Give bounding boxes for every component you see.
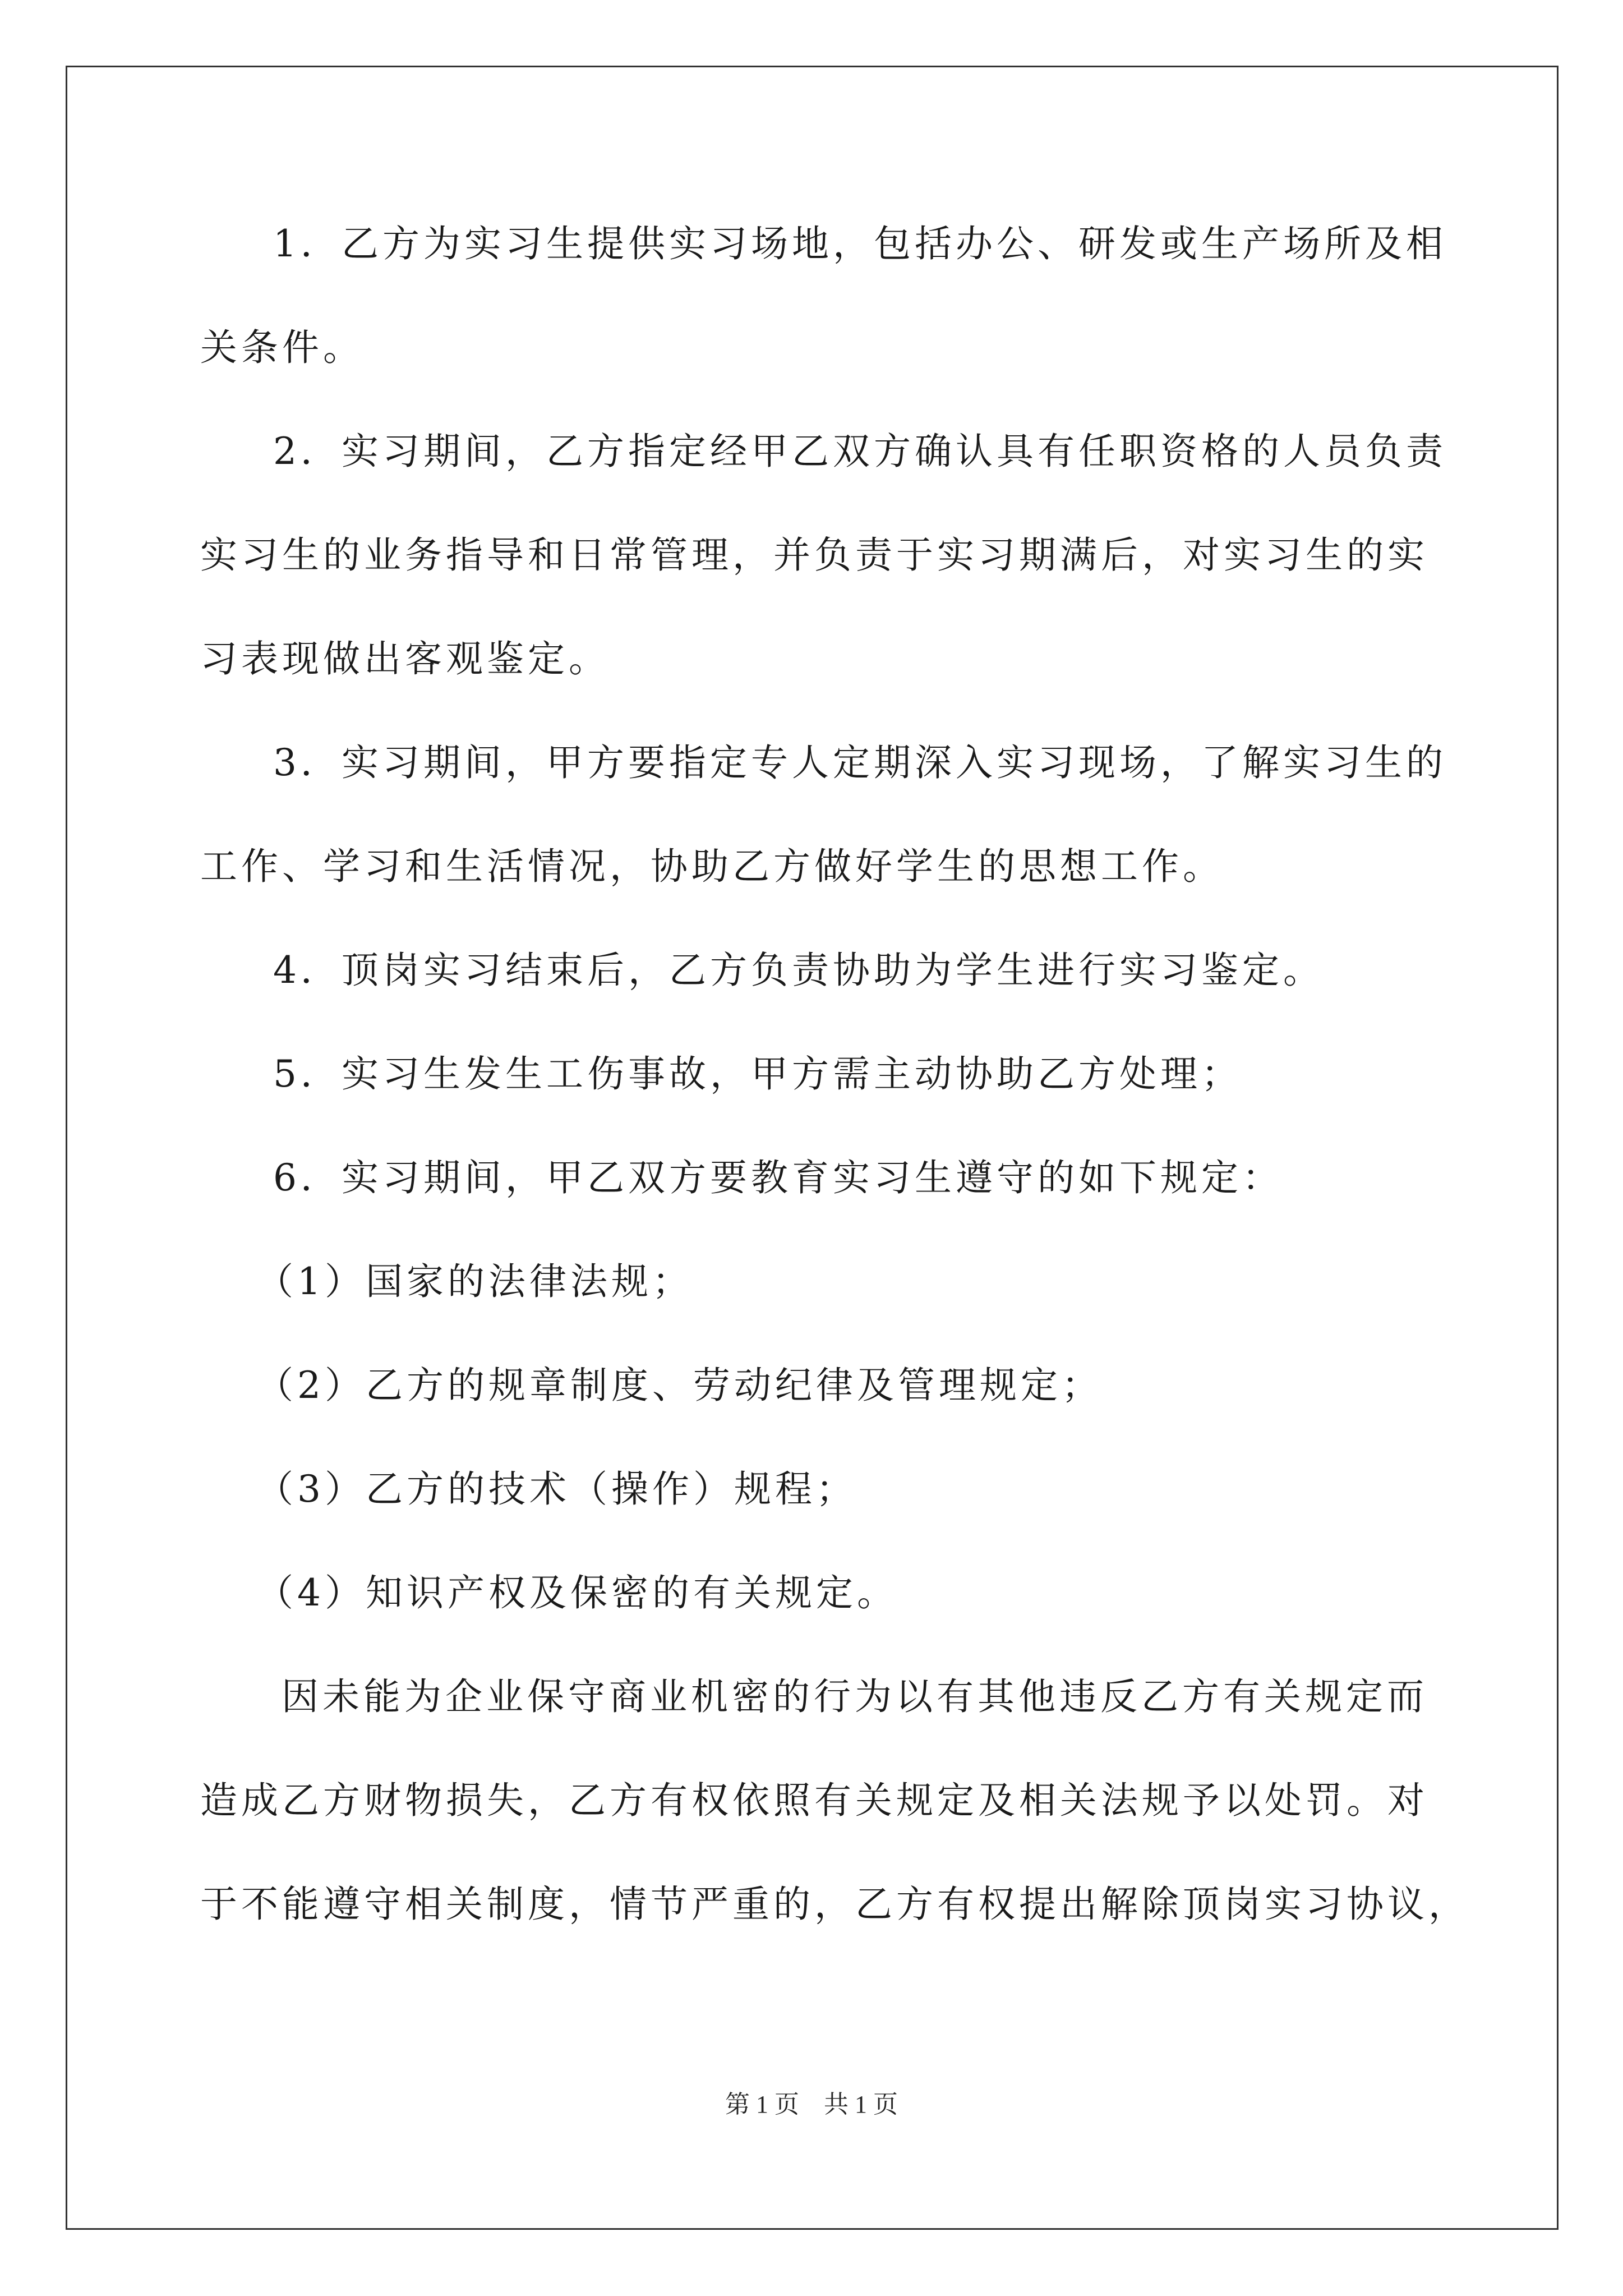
- list-item-1: （1）国家的法律法规；: [256, 1260, 693, 1303]
- paragraph-2-line-1: 2．实习期间，乙方指定经甲乙双方确认具有任职资格的人员负责: [273, 430, 1447, 473]
- list-item-4: （4）知识产权及保密的有关规定。: [256, 1571, 898, 1614]
- paragraph-7-line-3: 于不能遵守相关制度，情节严重的，乙方有权提出解除顶岗实习协议，: [200, 1883, 1469, 1926]
- paragraph-4: 4．顶岗实习结束后，乙方负责协助为学生进行实习鉴定。: [273, 949, 1324, 992]
- paragraph-1-line-1: 1．乙方为实习生提供实习场地，包括办公、研发或生产场所及相: [273, 222, 1447, 265]
- paragraph-1-line-2: 关条件。: [200, 326, 364, 369]
- paragraph-7-line-2: 造成乙方财物损失，乙方有权依照有关规定及相关法规予以处罚。对: [200, 1779, 1428, 1822]
- list-item-3: （3）乙方的技术（操作）规程；: [256, 1467, 857, 1511]
- paragraph-5: 5．实习生发生工伤事故，甲方需主动协助乙方处理；: [273, 1052, 1242, 1096]
- paragraph-3-line-2: 工作、学习和生活情况，协助乙方做好学生的思想工作。: [200, 845, 1224, 888]
- paragraph-2-line-2: 实习生的业务指导和日常管理，并负责于实习期满后，对实习生的实: [200, 533, 1428, 577]
- paragraph-6: 6．实习期间，甲乙双方要教育实习生遵守的如下规定：: [273, 1156, 1283, 1199]
- paragraph-2-line-3: 习表现做出客观鉴定。: [200, 637, 610, 680]
- paragraph-7-line-1: 因未能为企业保守商业机密的行为以有其他违反乙方有关规定而: [282, 1675, 1428, 1718]
- page-number-footer: 第 1 页 共 1 页: [725, 2091, 898, 2118]
- paragraph-3-line-1: 3．实习期间，甲方要指定专人定期深入实习现场，了解实习生的: [273, 741, 1447, 784]
- list-item-2: （2）乙方的规章制度、劳动纪律及管理规定；: [256, 1364, 1103, 1407]
